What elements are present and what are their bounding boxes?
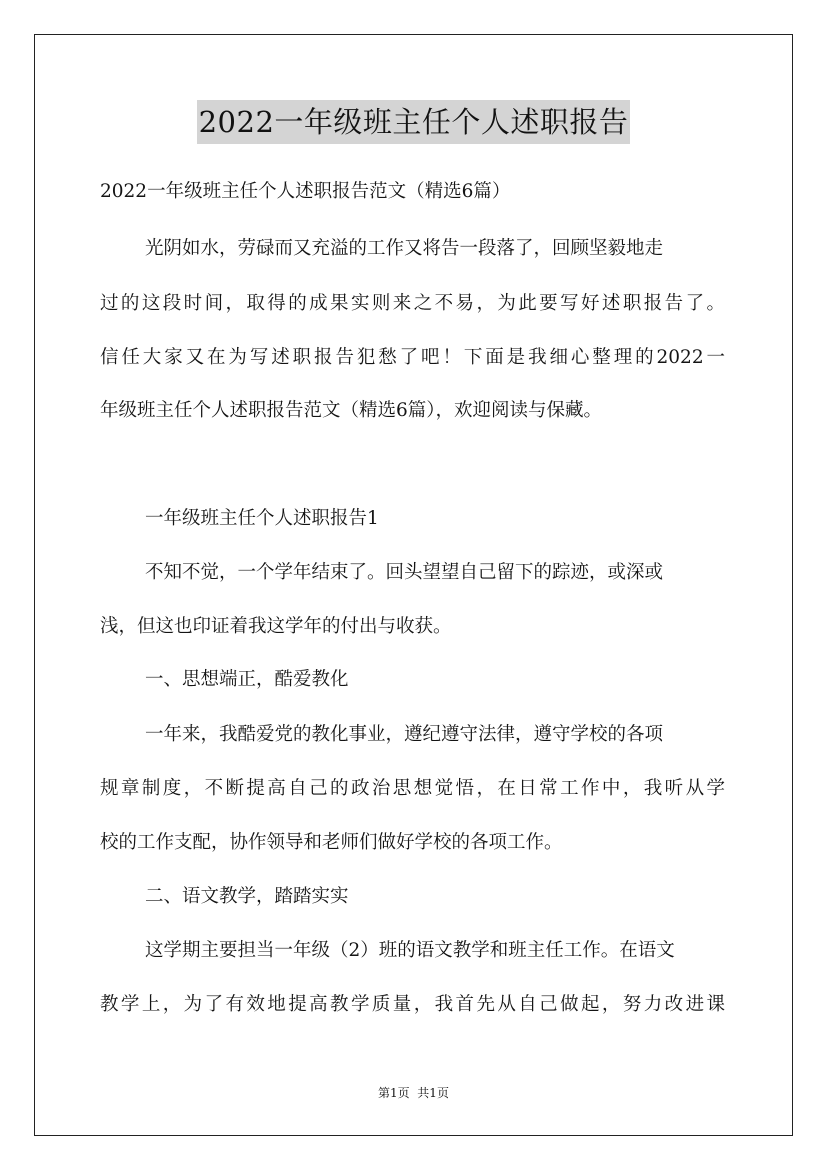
para1-line-2: 浅，但这也印证着我这学年的付出与收获。 (100, 616, 452, 637)
intro-line-2: 过的这段时间，取得的成果实则来之不易，为此要写好述职报告了。 (100, 293, 725, 314)
intro-line-1: 光阴如水，劳碌而又充溢的工作又将告一段落了，回顾坚毅地走 (145, 238, 664, 259)
heading-2: 二、语文教学，踏踏实实 (145, 886, 349, 907)
para2-line-2: 规章制度，不断提高自己的政治思想觉悟，在日常工作中，我听从学 (100, 778, 725, 799)
title-container (0, 100, 827, 144)
heading-1: 一、思想端正，酷爱教化 (145, 669, 349, 690)
para1-line-1: 不知不觉，一个学年结束了。回头望望自己留下的踪迹，或深或 (145, 562, 664, 583)
document-title: 2022一年级班主任个人述职报告 (197, 100, 631, 144)
intro-line-4: 年级班主任个人述职报告范文（精选6篇），欢迎阅读与保藏。 (100, 400, 603, 421)
section-heading: 一年级班主任个人述职报告1 (145, 508, 379, 529)
para2-line-1: 一年来，我酷爱党的教化事业，遵纪遵守法律，遵守学校的各项 (145, 724, 664, 745)
para3-line-2: 教学上，为了有效地提高教学质量，我首先从自己做起，努力改进课 (100, 994, 725, 1015)
para3-line-1: 这学期主要担当一年级（2）班的语文教学和班主任工作。在语文 (145, 940, 675, 961)
para2-line-3: 校的工作支配，协作领导和老师们做好学校的各项工作。 (100, 832, 563, 853)
intro-line-3: 信任大家又在为写述职报告犯愁了吧！下面是我细心整理的2022一 (100, 347, 725, 368)
document-subtitle: 2022一年级班主任个人述职报告范文（精选6篇） (100, 181, 511, 202)
page-footer: 第1页 共1页 (378, 1086, 449, 1100)
